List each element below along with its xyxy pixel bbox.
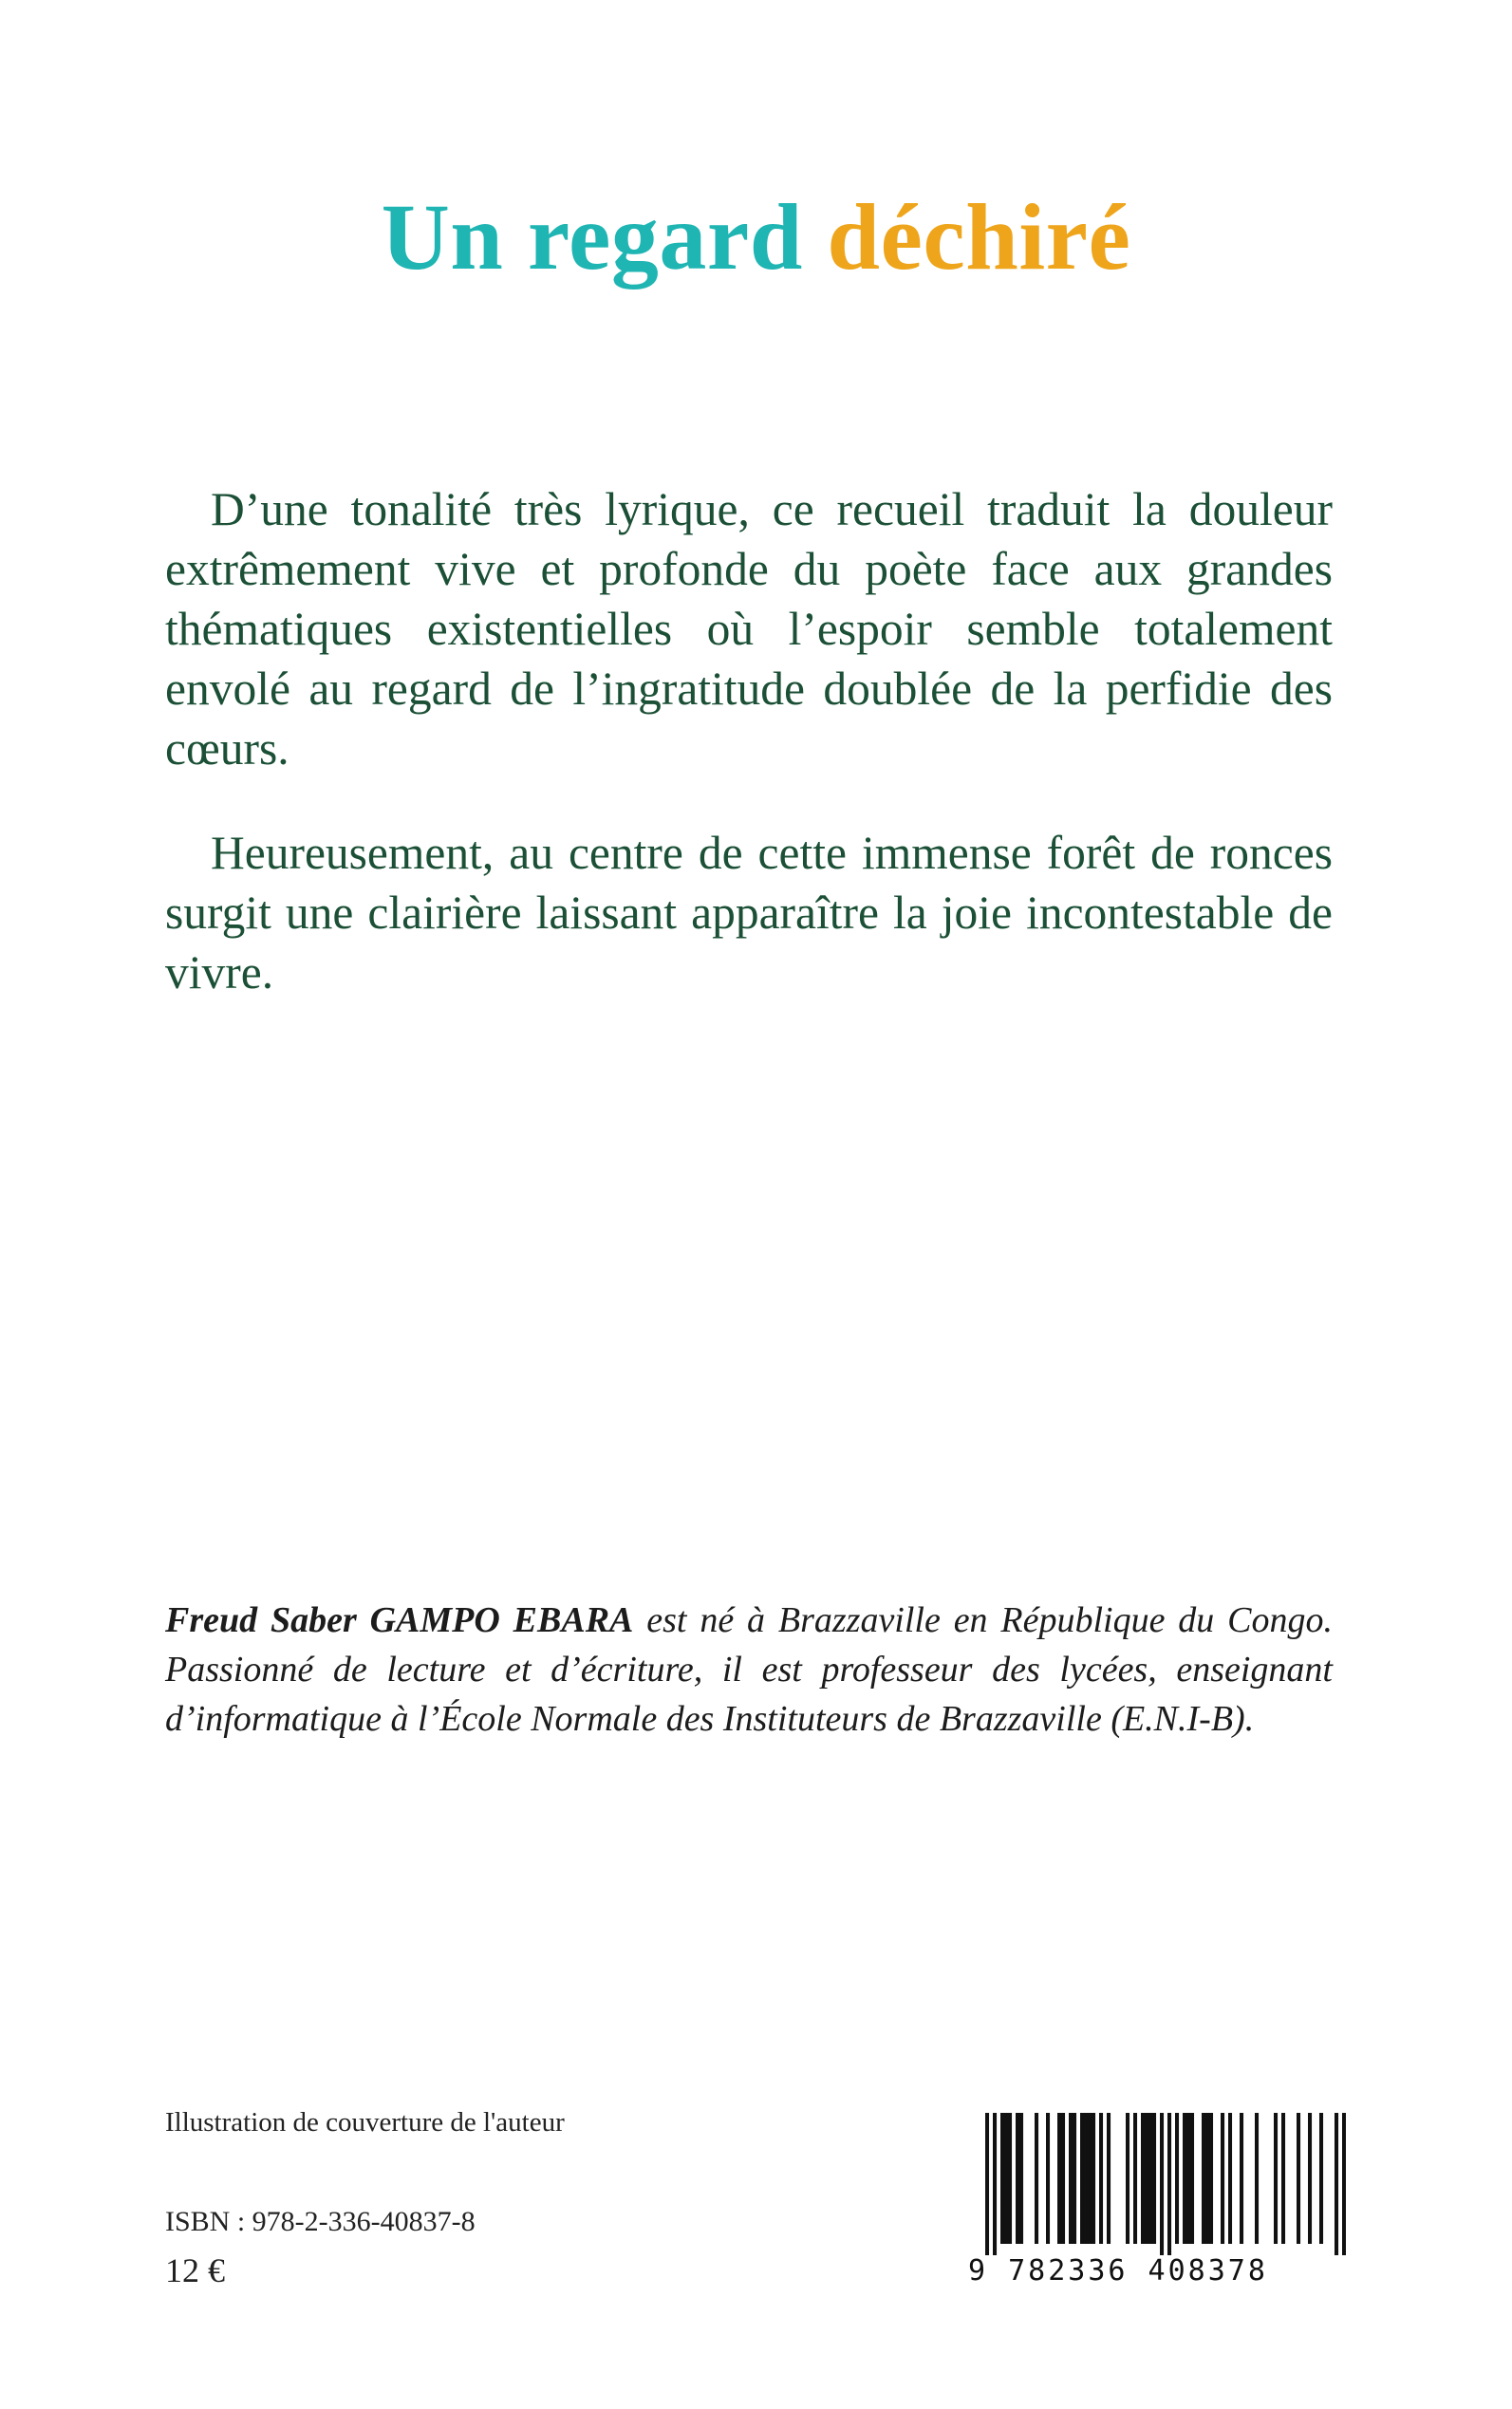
barcode-bar (1046, 2113, 1050, 2244)
author-bio-text: est né à Brazzaville en République du Congo. Passionné de lecture et d’écriture, il est professeur des lycées, enseignant d’informatique à l’École Normale des Instituteurs de Brazzaville (E.N.I-B). (165, 1600, 1333, 1739)
barcode-bar (1080, 2113, 1084, 2244)
barcode-bar (1186, 2113, 1190, 2244)
barcode-bar (1240, 2113, 1243, 2244)
barcode-bar (1000, 2113, 1004, 2244)
barcode-bar (1019, 2113, 1023, 2244)
barcode-bar (1148, 2113, 1152, 2244)
barcode-bar (1175, 2113, 1179, 2244)
barcode-bar (1335, 2113, 1338, 2255)
barcode-bar (1255, 2113, 1259, 2244)
summary-paragraph-2: Heureusement, au centre de cette immense forêt de ronces surgit une clairière laissant apparaître la joie incontestable de vivre. (165, 827, 1333, 999)
isbn-label: ISBN : 978-2-336-40837-8 (165, 2206, 476, 2237)
price-label: 12 € (165, 2251, 225, 2289)
barcode-bar (1004, 2113, 1008, 2244)
barcode-bar (1281, 2113, 1285, 2244)
barcode-bar (1069, 2113, 1073, 2244)
barcode-bar (1167, 2113, 1171, 2255)
barcode (968, 2113, 1348, 2303)
barcode-bar (1145, 2113, 1148, 2244)
author-name: Freud Saber GAMPO EBARA (165, 1600, 634, 1640)
barcode-bar (1126, 2113, 1129, 2244)
barcode-bar (993, 2113, 997, 2255)
barcode-bar (1190, 2113, 1194, 2244)
summary-paragraph-1: D’une tonalité très lyrique, ce recueil traduit la douleur extrêmement vive et profonde du poète face aux grandes thématiques existentielles où l’espoir semble totalement envolé au regard de l’ingratitude doublée de la perfidie des cœurs. (165, 483, 1333, 775)
barcode-bar (1183, 2113, 1186, 2244)
barcode-bar (1342, 2113, 1346, 2255)
barcode-bar (1228, 2113, 1232, 2244)
barcode-bar (1297, 2113, 1300, 2244)
barcode-bar (1016, 2113, 1019, 2244)
barcode-bar (1099, 2113, 1103, 2244)
barcode-bar (1035, 2113, 1038, 2244)
barcode-bar (1152, 2113, 1156, 2244)
author-bio (165, 1596, 1333, 1744)
barcode-bar (1084, 2113, 1088, 2244)
barcode-bars (985, 2113, 1346, 2255)
barcode-bar (1141, 2113, 1145, 2244)
barcode-bar (1205, 2113, 1209, 2244)
barcode-bar (1160, 2113, 1164, 2255)
title-word-dechire: déchiré (827, 184, 1131, 289)
barcode-bar (1061, 2113, 1065, 2244)
barcode-bar (1319, 2113, 1323, 2244)
barcode-bar (1202, 2113, 1205, 2244)
barcode-bar (1221, 2113, 1224, 2244)
illustration-credit: Illustration de couverture de l'auteur (165, 2107, 565, 2138)
barcode-bar (1133, 2113, 1137, 2244)
book-title (0, 176, 1512, 299)
barcode-bar (1008, 2113, 1012, 2244)
barcode-digits: 9 782336 408378 (968, 2254, 1268, 2288)
barcode-bar (1274, 2113, 1278, 2244)
barcode-bar (1073, 2113, 1076, 2244)
barcode-bar (1107, 2113, 1111, 2244)
barcode-bar (985, 2113, 989, 2255)
title-word-un-regard: Un regard (381, 184, 803, 289)
barcode-bar (1088, 2113, 1092, 2244)
barcode-bar (1308, 2113, 1312, 2244)
barcode-bar (1057, 2113, 1061, 2244)
barcode-bar (1092, 2113, 1095, 2244)
barcode-bar (1209, 2113, 1213, 2244)
